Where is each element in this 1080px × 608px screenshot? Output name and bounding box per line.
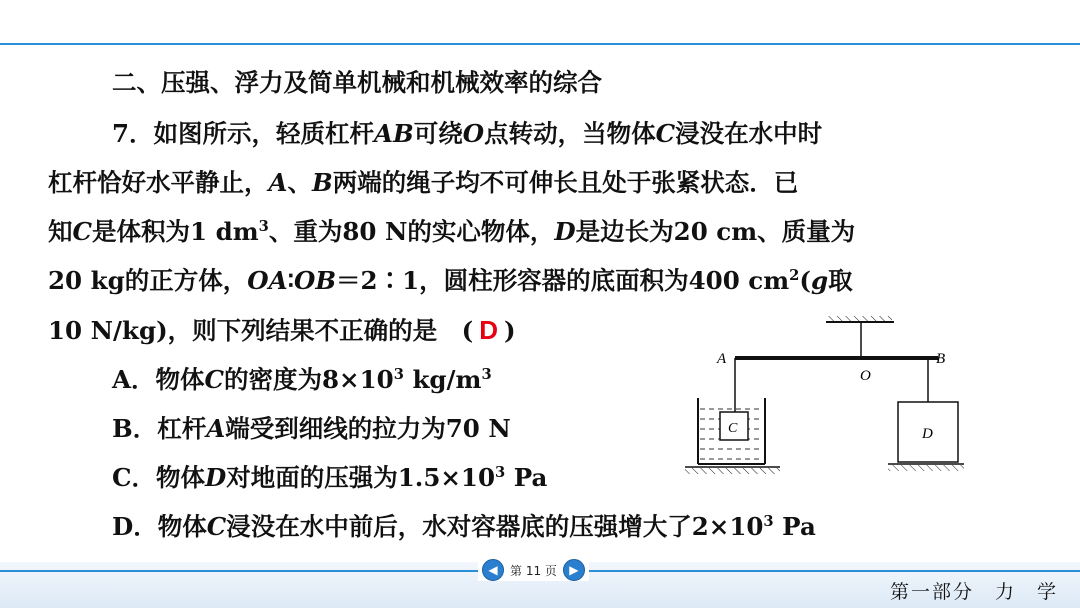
- option-d: D．物体C浸没在水中前后，水对容器底的压强增大了$2\times 10^3$ Pa: [112, 512, 816, 541]
- footer-label: 第一部分 力 学: [889, 581, 1058, 603]
- pager: [478, 559, 589, 581]
- label-d: D: [922, 426, 933, 442]
- ground-left-hatch: [685, 468, 780, 474]
- option-a: A．物体C的密度为$8\times 10^3$ $kg/m^3$: [112, 365, 492, 394]
- section-title: 二、压强、浮力及简单机械和机械效率的综合: [112, 68, 602, 97]
- question-line-2: 杠杆恰好水平静止，A、B两端的绳子均不可伸长且处于张紧状态．已: [48, 168, 799, 197]
- label-b: B: [936, 351, 946, 367]
- question-line-5: 10 N/kg)，则下列结果不正确的是 ( D ): [48, 315, 516, 345]
- arrow-left-icon[interactable]: ◀: [482, 559, 504, 581]
- label-o: O: [860, 368, 871, 384]
- option-b: B．杠杆A端受到细线的拉力为70 N: [112, 414, 511, 443]
- question-line-4: 20 kg的正方体，OA∶OB＝2∶1，圆柱形容器的底面积为400 $cm^2(g$取: [48, 266, 853, 295]
- label-c: C: [728, 421, 738, 436]
- answer-mark: D: [479, 315, 499, 345]
- page-number: 第 11 页: [510, 563, 557, 578]
- label-a: A: [717, 351, 727, 367]
- option-c: C．物体D对地面的压强为$1.5\times 10^3$ Pa: [112, 463, 548, 492]
- arrow-right-icon[interactable]: ▶: [563, 559, 585, 581]
- header-divider: [0, 43, 1080, 45]
- question-line-1: 7．如图所示，轻质杠杆AB可绕O点转动，当物体C浸没在水中时: [112, 119, 823, 148]
- lever-diagram: [680, 312, 970, 482]
- ground-right-hatch: [888, 465, 964, 471]
- question-line-3: 知C是体积为1 $dm^3$、重为80 N的实心物体，D是边长为20 cm、质量为: [48, 217, 856, 246]
